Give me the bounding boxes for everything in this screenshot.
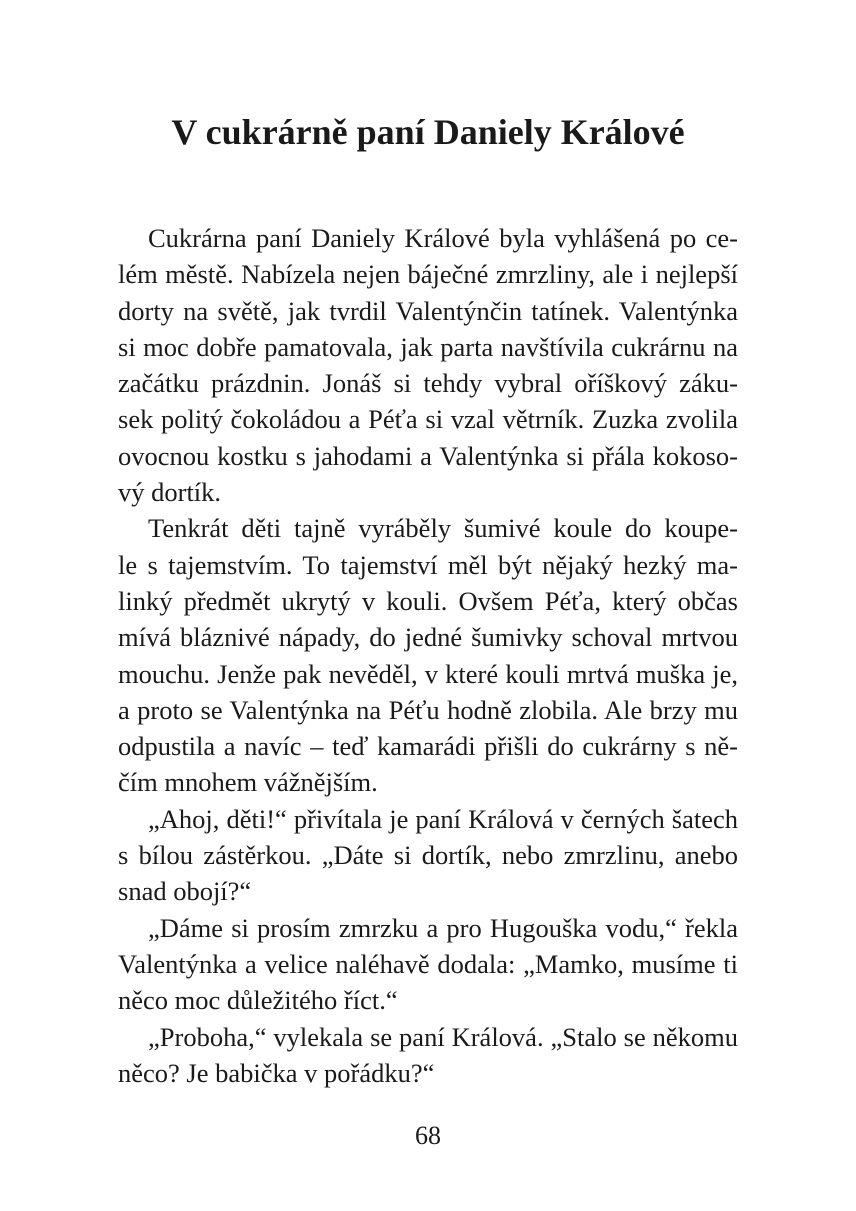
text-line: a proto se Valentýnka na Péťu hodně zlobila. Ale brzy mu [118, 694, 738, 725]
text-line: le s tajemstvím. To tajemství měl být nějaký hezký ma- [118, 549, 738, 580]
text-line: Cukrárna paní Daniely Králové byla vyhlášená po ce- [148, 223, 738, 253]
text-line: snad obojí?“ [118, 876, 252, 907]
text-line: „Proboha,“ vylekala se paní Králová. „Stalo se někomu [148, 1021, 738, 1052]
text-line: čím mnohem vážnějším. [118, 767, 378, 798]
text-line: něco moc důležitého říct.“ [118, 985, 398, 1016]
text-line: dorty na světě, jak tvrdil Valentýnčin tatínek. Valentýnka [118, 295, 738, 326]
text-line: Tenkrát děti tajně vyráběly šumivé koule do koupe- [148, 513, 738, 544]
text-line: sek politý čokoládou a Péťa si vzal větrník. Zuzka zvolila [118, 404, 738, 435]
text-line: mívá bláznivé nápady, do jedné šumivky schoval mrtvou [118, 622, 738, 653]
text-line: lém městě. Nabízela nejen báječné zmrzliny, ale i nejlepší [118, 259, 738, 290]
text-line: něco? Je babička v pořádku?“ [118, 1057, 435, 1088]
text-line: s bílou zástěrkou. „Dáte si dortík, nebo zmrzlinu, anebo [118, 840, 738, 871]
text-line: vý dortík. [118, 477, 222, 508]
text-line: „Ahoj, děti!“ přivítala je paní Králová v černých šatech [148, 803, 738, 834]
text-line: začátku prázdnin. Jonáš si tehdy vybral oříškový záku- [118, 368, 738, 399]
text-line: mouchu. Jenže pak nevěděl, v které kouli mrtvá muška je, [118, 658, 738, 689]
text-line: odpustila a navíc – teď kamarádi přišli do cukrárny s ně- [118, 731, 738, 762]
text-line: linký předmět ukrytý v kouli. Ovšem Péťa, který občas [118, 585, 738, 616]
text-line: ovocnou kostku s jahodami a Valentýnka si přála kokoso- [118, 440, 738, 471]
text-line: si moc dobře pamatovala, jak parta navštívila cukrárnu na [118, 331, 738, 362]
page-number: 68 [415, 1121, 441, 1150]
chapter-title: V cukrárně paní Daniely Králové [171, 112, 685, 152]
chapter-body [118, 220, 738, 1091]
text-line: Valentýnka a velice naléhavě dodala: „Mamko, musíme ti [118, 948, 738, 979]
text-line: „Dáme si prosím zmrzku a pro Hugouška vodu,“ řekla [148, 912, 738, 943]
